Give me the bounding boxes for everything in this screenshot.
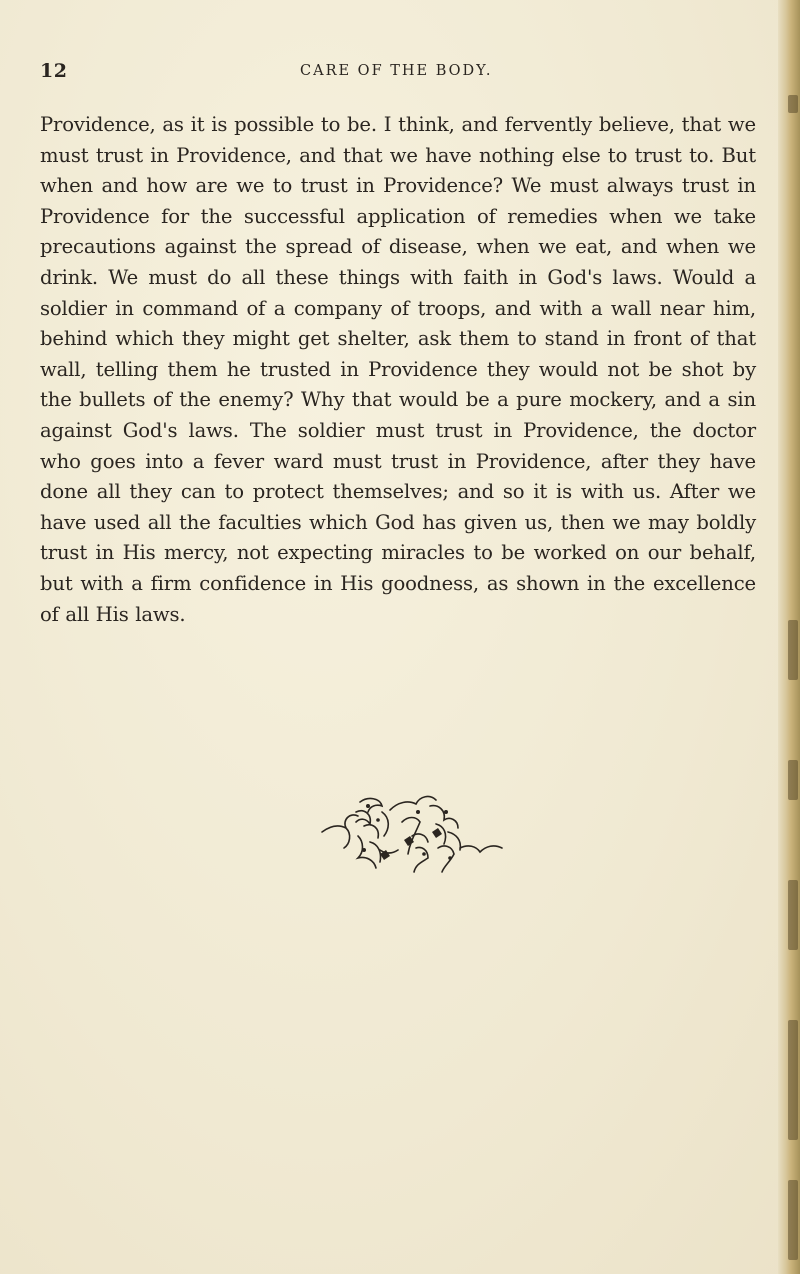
page-number: 12 [40, 60, 68, 82]
page-binding-edge [778, 0, 800, 1274]
page-header [0, 60, 800, 86]
floral-tailpiece-icon [320, 792, 510, 874]
running-head: CARE OF THE BODY. [300, 63, 493, 79]
body-paragraph: Providence, as it is possible to be. I think, and fervently believe, that we must trust in Providence, and that we have nothing else to trust to. But when and how are we to trust in Providence? We must always trust in Providence for the successful application of remedies when we take precautions against the spread of disease, when we eat, and when we drink. We must do all these things with faith in God's laws. Would a soldier in command of a company of troops, and with a wall near him, behind which they might get shelter, ask them to stand in front of that wall, telling them he trusted in Providence they would not be shot by the bullets of the enemy? Why that would be a pure mockery, and a sin against God's laws. The soldier must trust in Providence, the doctor who goes into a fever ward must trust in Providence, after they have done all they can to protect themselves; and so it is with us. After we have used all the faculties which God has given us, then we may boldly trust in His mercy, not expecting miracles to be worked on our behalf, but with a firm confidence in His goodness, as shown in the excellence of all His laws. [40, 113, 756, 626]
